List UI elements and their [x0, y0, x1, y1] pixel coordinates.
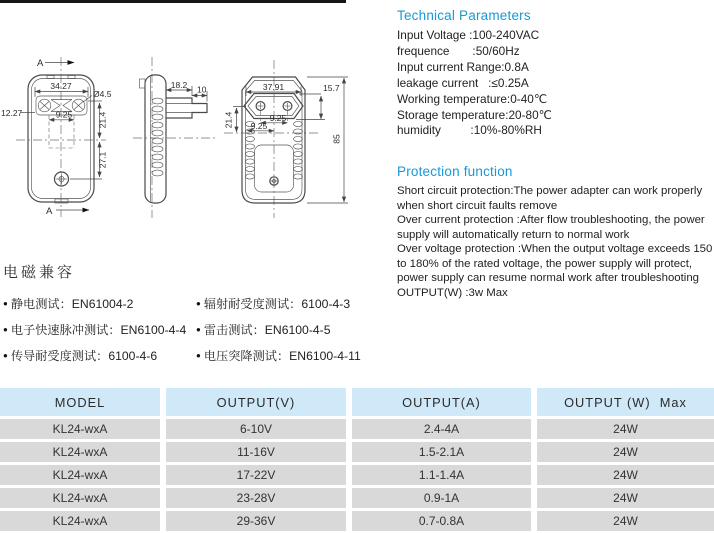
emc-item-label: 雷击测试：EN6100-4-5	[203, 323, 331, 337]
bullet-icon: ●	[3, 351, 8, 360]
table-cell-output-w: 24W	[537, 419, 714, 439]
table-cell-output-v: 23-28V	[166, 488, 346, 508]
emc-item-label: 电压突降测试：EN6100-4-11	[203, 349, 361, 363]
table-cell-output-a: 0.9-1A	[352, 488, 531, 508]
emc-section	[3, 261, 395, 364]
table-header-model: MODEL	[0, 388, 160, 416]
parameter-line: Storage temperature:20-80℃	[397, 107, 552, 122]
protection-line: Short circuit protection:The power adapter can work properly when short circuit faults remove	[397, 185, 703, 212]
dim-label-body-width: 37.91	[262, 81, 285, 92]
section-label-top: A	[37, 58, 44, 69]
dim-label-slot-pitch: 9.25	[55, 109, 73, 120]
plug-pin	[283, 102, 292, 111]
technical-parameters-section	[397, 8, 713, 139]
emc-item	[196, 347, 395, 364]
table-cell-model: KL24-wxA	[0, 488, 160, 508]
dim-label-plug-depth: 18.2	[170, 80, 188, 90]
emc-item-label: 辐射耐受度测试：6100-4-3	[203, 297, 351, 311]
table-cell-output-a: 1.5-2.1A	[352, 442, 531, 462]
protection-line: Over voltage protection :When the output voltage exceeds 150 to 180% of the rated voltage, the power supply will protect, power supply can resume normal work after troubleshooting	[397, 243, 713, 284]
table-cell-output-w: 24W	[537, 465, 714, 485]
parameter-line: frequence :50/60Hz	[397, 43, 520, 58]
table-cell-output-w: 24W	[537, 488, 714, 508]
dim-label-slot-width: 34.27	[50, 81, 72, 91]
table-cell-output-a: 0.7-0.8A	[352, 511, 531, 531]
emc-item-label: 静电测试：EN61004-2	[10, 297, 134, 311]
table-cell-output-w: 24W	[537, 511, 714, 531]
technical-drawings	[0, 0, 395, 245]
table-cell-model: KL24-wxA	[0, 419, 160, 439]
table-cell-output-a: 1.1-1.4A	[352, 465, 531, 485]
table-header-output-a: OUTPUT(A)	[352, 388, 531, 416]
dim-label-upper-height: 21.4	[97, 111, 108, 129]
parameter-line: Working temperature:0-40℃	[397, 91, 548, 106]
bullet-icon: ●	[3, 299, 8, 308]
table-cell-model: KL24-wxA	[0, 442, 160, 462]
parameter-line: leakage current :≤0.25A	[397, 75, 529, 90]
section-label-bottom: A	[46, 206, 53, 217]
vent-ribs-right	[294, 121, 303, 179]
plug-pin	[256, 102, 265, 111]
drawing-front-view	[224, 60, 349, 218]
parameter-line: humidity :10%-80%RH	[397, 123, 542, 138]
table-cell-output-a: 2.4-4A	[352, 419, 531, 439]
emc-item	[196, 321, 395, 338]
emc-item	[3, 295, 196, 312]
technical-parameters-title: Technical Parameters	[397, 8, 531, 23]
dim-label-pin-length: 10	[197, 84, 207, 95]
dim-label-hole-diameter: Ø4.5	[93, 89, 112, 99]
dim-label-body-height: 85	[331, 134, 342, 144]
emc-item-label: 电子快速脉冲测试：EN6100-4-4	[10, 323, 187, 337]
dim-label-lower-height: 27.1	[97, 151, 108, 169]
top-notch	[47, 76, 54, 79]
emc-item-label: 传导耐受度测试：6100-4-6	[10, 349, 158, 363]
spec-table	[0, 388, 714, 531]
dim-label-offset-left: 12.27	[1, 108, 23, 118]
protection-title: Protection function	[397, 164, 513, 179]
emc-title: 电磁兼容	[3, 264, 76, 281]
dim-label-pin-pitch: 9.25	[269, 113, 287, 123]
table-cell-model: KL24-wxA	[0, 465, 160, 485]
bullet-icon: ●	[196, 351, 201, 360]
table-cell-output-v: 29-36V	[166, 511, 346, 531]
table-header-output-v: OUTPUT(V)	[166, 388, 346, 416]
table-header-output-w: OUTPUT (W) Max	[537, 388, 714, 416]
parameter-line: Input current Range:0.8A	[397, 59, 529, 74]
bullet-icon: ●	[196, 325, 201, 334]
protection-section	[397, 164, 713, 300]
top-notch	[68, 76, 75, 79]
protection-line: OUTPUT(W) :3w Max	[397, 286, 508, 299]
plug-profile	[166, 98, 207, 118]
dim-label-recess-height: 21.4	[223, 111, 234, 129]
parameter-line: Input Voltage :100-240VAC	[397, 28, 540, 42]
drawing-back-view	[1, 57, 112, 217]
protection-line: Over current protection :After flow troubleshooting, the power supply will automatically return to normal work	[397, 214, 705, 241]
emc-item	[3, 321, 196, 338]
clip-tab	[140, 79, 146, 88]
table-cell-output-v: 6-10V	[166, 419, 346, 439]
drawing-side-view	[133, 57, 216, 218]
screw-icon	[270, 177, 278, 185]
table-cell-output-w: 24W	[537, 442, 714, 462]
emc-item	[3, 347, 196, 364]
body-outline	[145, 75, 166, 203]
emc-item	[196, 295, 395, 312]
dim-label-pin-offset: 9.25	[250, 121, 268, 131]
vent-ribs	[152, 98, 163, 176]
table-cell-output-v: 17-22V	[166, 465, 346, 485]
table-cell-output-v: 11-16V	[166, 442, 346, 462]
table-cell-model: KL24-wxA	[0, 511, 160, 531]
bullet-icon: ●	[3, 325, 8, 334]
screw-icon	[55, 172, 69, 186]
dim-label-recess-width: 15.7	[323, 83, 340, 93]
bullet-icon: ●	[196, 299, 201, 308]
